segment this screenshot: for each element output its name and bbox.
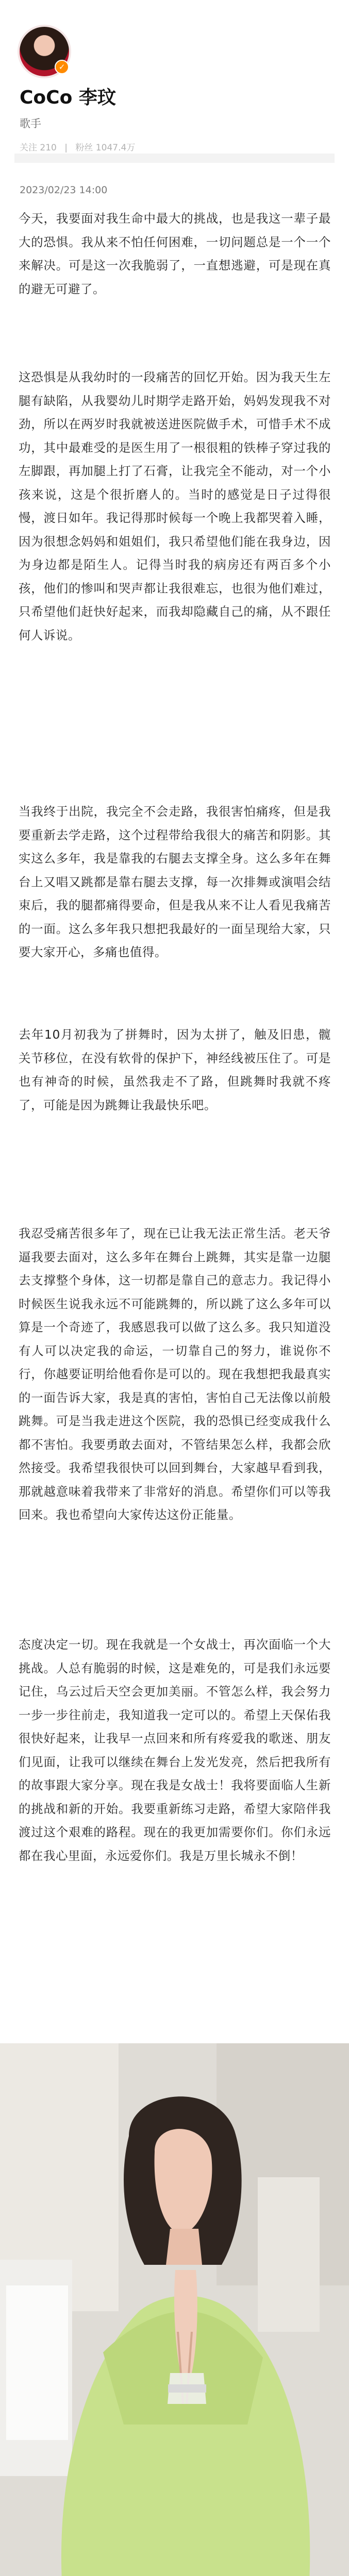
post-paragraph-3: 当我终于出院，我完全不会走路，我很害怕痛疼，但是我要重新去学走路，这个过程带给我很大的痛苦和阴影。其实这么多年，我是靠我的右腿去支撑全身。这么多年在舞台上又唱又跳都是靠右腿去支撑，每一次排舞或演唱会结束后，我的腿都痛得要命，但是我从来不让人看见我痛苦的一面。这么多年我只想把我最好的一面呈现给大家，只要大家开心，多痛也值得。 xyxy=(19,804,331,959)
photo-praying-hands xyxy=(0,2043,349,2576)
profile-header xyxy=(14,14,334,153)
post-date: 2023/02/23 14:00 xyxy=(20,184,108,196)
post-paragraph-5: 我忍受痛苦很多年了，现在已让我无法正常生活。老天爷逼我要去面对，这么多年在舞台上跳舞，其实是靠一边腿去支撑整个身体，这一切都是靠自己的意志力。我记得小时候医生说我永远不可能跳舞的，所以跳了这么多年可以算是一个奇迹了，我感恩我可以做了这么多。我只知道没有人可以决定我的命运，一切靠自己的努力，谁说你不行，你越要证明给他看你是可以的。现在我想把我最真实的一面告诉大家，我是真的害怕，害怕自己无法像以前般跳舞。可是当我走进这个医院，我的恐惧已经变成我什么都不害怕。我要勇敢去面对，不管结果怎么样，我都会欣然接受。我希望我很快可以回到舞台，大家越早看到我，那就越意味着我带来了非常好的消息。希望你们可以等我回来。我也希望向大家传达这份正能量。 xyxy=(19,1226,331,1522)
post-paragraph-1: 今天，我要面对我生命中最大的挑战，也是我这一辈子最大的恐惧。我从来不怕任何困难，一切问题总是一个一个来解决。可是这一次我脆弱了，一直想逃避，可是现在真的避无可避了。 xyxy=(19,211,331,296)
fans-count[interactable]: 粉丝 1047.4万 xyxy=(75,143,136,153)
check-badge-icon: ✓ xyxy=(55,60,69,74)
post-paragraph-6: 态度决定一切。现在我就是一个女战士，再次面临一个大挑战。人总有脆弱的时候，这是难免的，可是我们永远要记住，乌云过后天空会更加美丽。不管怎么样，我会努力一步一步往前走，我知道我一定可以的。希望上天保佑我很快好起来，让我早一点回来和所有疼爱我的歌迷、朋友们见面，让我可以继续在舞台上发光发亮，然后把我所有的故事跟大家分享。现在我是女战士！我将要面临人生新的挑战和新的开始。我要重新练习走路，希望大家陪伴我渡过这个艰难的路程。现在的我更加需要你们。你们永远都在我心里面，永远爱你们。我是万里长城永不倒！ xyxy=(19,1637,331,1863)
header-divider xyxy=(14,154,335,163)
profile-stats: 关注 210 | 粉丝 1047.4万 xyxy=(20,143,136,153)
post-paragraph-2: 这恐惧是从我幼时的一段痛苦的回忆开始。因为我天生左腿有缺陷，从我婴幼儿时期学走路开始，妈妈发现我不对劲，所以在两岁时我就被送进医院做手术，可惜手术不成功，其中最难受的是医生用了一根很粗的铁棒子穿过我的左脚跟，再加腿上打了石膏，让我完全不能动，对一个小孩来说，这是个很折磨人的。当时的感觉是日子过得很慢，渡日如年。我记得那时候每一个晚上我都哭着入睡，因为很想念妈妈和姐姐们，我只希望他们能在我身边，因为身边都是陌生人。记得当时我的病房还有两百多个小孩，他们的惨叫和哭声都让我很难忘，也很为他们难过，只希望他们赶快好起来，而我却隐藏自己的痛，从不跟任何人诉说。 xyxy=(19,370,331,642)
profile-role: 歌手 xyxy=(20,117,41,130)
follow-count[interactable]: 关注 210 xyxy=(20,143,57,153)
post-paragraph-4: 去年10月初我为了拼舞时，因为太拼了，触及旧患，髋关节移位，在没有软骨的保护下，神经线被压住了。可是也有神奇的时候，虽然我走不了路，但跳舞时我就不疼了，可能是因为跳舞让我最快乐吧。 xyxy=(19,1027,331,1112)
profile-name: CoCo 李玟 xyxy=(20,87,116,108)
post-photo[interactable] xyxy=(0,2043,349,2576)
